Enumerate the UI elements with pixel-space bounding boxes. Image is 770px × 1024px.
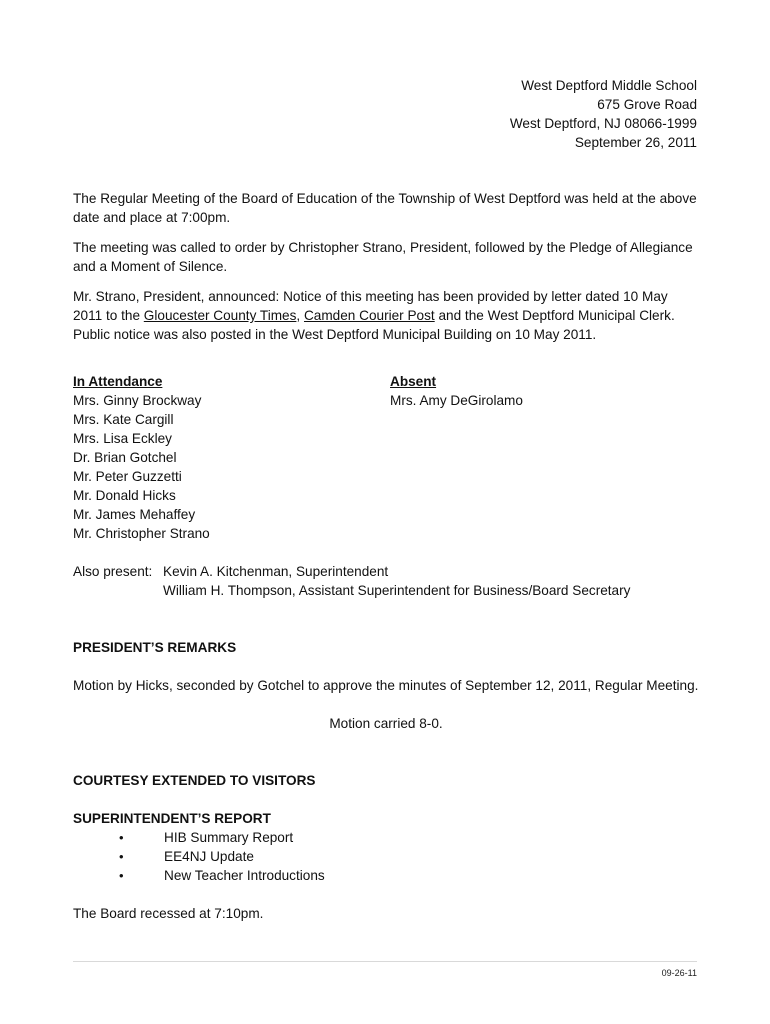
- absentee: Mrs. Amy DeGirolamo: [390, 393, 523, 408]
- footer-divider: [73, 961, 697, 962]
- courtesy-heading: COURTESY EXTENDED TO VISITORS: [73, 773, 316, 788]
- attendee: Mrs. Lisa Eckley: [73, 431, 172, 446]
- absent-heading: Absent: [390, 374, 437, 389]
- call-to-order-paragraph: The meeting was called to order by Christopher Strano, President, followed by the Pledge of Allegiance and a Moment of Silence.: [73, 240, 693, 274]
- attendee: Mrs. Ginny Brockway: [73, 393, 202, 408]
- presidents-remarks-heading: PRESIDENT’S REMARKS: [73, 640, 237, 655]
- newspaper-camden: Camden Courier Post: [303, 308, 435, 323]
- meeting-date: September 26, 2011: [574, 135, 697, 150]
- address-block: [510, 76, 697, 152]
- minutes-body: [73, 189, 699, 923]
- attendee: Mr. Donald Hicks: [73, 488, 176, 503]
- list-item: • New Teacher Introductions: [73, 866, 699, 885]
- attendee: Mr. Christopher Strano: [73, 526, 210, 541]
- in-attendance-heading: In Attendance: [73, 374, 163, 389]
- address-line-city: West Deptford, NJ 08066-1999: [509, 116, 697, 131]
- list-item: • HIB Summary Report: [73, 828, 699, 847]
- address-line-street: 675 Grove Road: [597, 97, 697, 112]
- attendance-present-column: [73, 372, 390, 543]
- also-present-section: [73, 562, 699, 600]
- attendee: Mrs. Kate Cargill: [73, 412, 174, 427]
- recess-statement: The Board recessed at 7:10pm.: [73, 906, 264, 921]
- notice-text-b: ,: [296, 308, 304, 323]
- notice-text-c: and the West Deptford Municipal Clerk. Public notice was also posted in the West Deptford Municipal Building on 10 May 2011.: [73, 308, 675, 342]
- superintendent-report-heading: SUPERINTENDENT’S REPORT: [73, 811, 271, 826]
- newspaper-gloucester: Gloucester County Times: [143, 308, 297, 323]
- also-present-name: William H. Thompson, Assistant Superintendent for Business/Board Secretary: [163, 583, 631, 598]
- also-present-name: Kevin A. Kitchenman, Superintendent: [163, 564, 389, 579]
- also-present-names: [163, 562, 630, 600]
- attendee: Mr. Peter Guzzetti: [73, 469, 182, 484]
- notice-text-a: Mr. Strano, President, announced: Notice of this meeting has been provided by letter dated 10 May 2011 to the: [73, 289, 668, 323]
- attendance-section: [73, 372, 699, 543]
- notice-paragraph: [73, 287, 699, 344]
- attendee: Mr. James Mehaffey: [73, 507, 196, 522]
- list-item: • EE4NJ Update: [73, 847, 699, 866]
- approval-motion: Motion by Hicks, seconded by Gotchel to approve the minutes of September 12, 2011, Regular Meeting.: [73, 678, 699, 693]
- superintendent-report-list: [73, 828, 699, 885]
- motion-result: Motion carried 8-0.: [329, 716, 443, 731]
- also-present-label: Also present:: [73, 564, 153, 579]
- attendance-absent-column: [390, 372, 523, 543]
- address-line-school: West Deptford Middle School: [521, 78, 697, 93]
- footer-code: 09-26-11: [661, 968, 697, 978]
- intro-paragraph: The Regular Meeting of the Board of Education of the Township of West Deptford was held at the above date and place at 7:00pm.: [73, 191, 697, 225]
- attendee: Dr. Brian Gotchel: [73, 450, 177, 465]
